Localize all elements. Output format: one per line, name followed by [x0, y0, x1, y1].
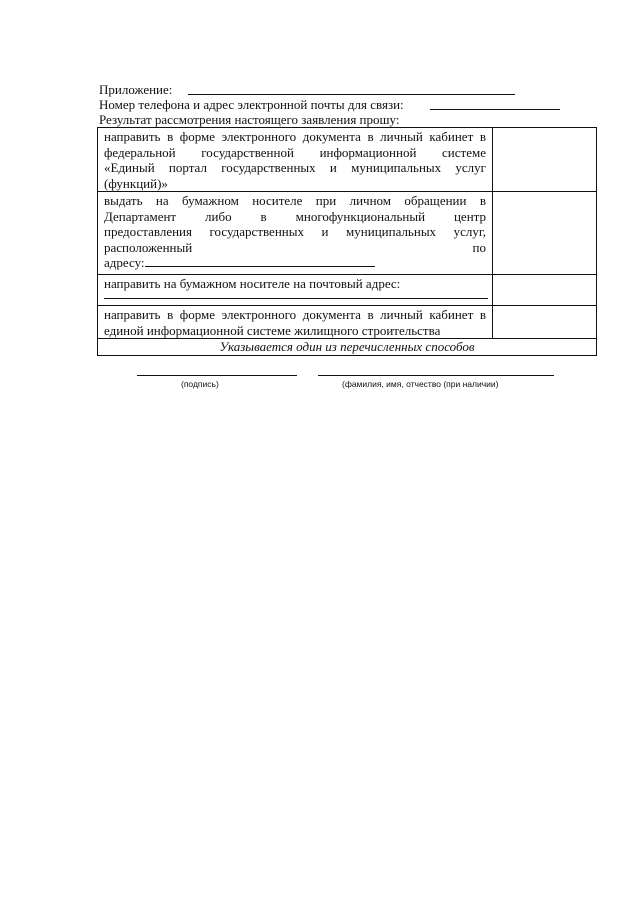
- option-checkbox-eisjs[interactable]: [493, 306, 597, 339]
- delivery-options-table: [97, 127, 597, 356]
- contact-row: [99, 97, 404, 112]
- option-text-epgu: направить в форме электронного документа в личный кабинет в федеральной государственной информационной системе «Единый портал государственных и муниципальных услуг (функций)»: [98, 128, 493, 192]
- signature-line[interactable]: [137, 375, 297, 376]
- result-label: Результат рассмотрения настоящего заявления прошу:: [99, 112, 400, 127]
- attachment-field[interactable]: [188, 94, 515, 95]
- option-checkbox-in-person[interactable]: [493, 192, 597, 275]
- option-row-eisjs: [98, 306, 597, 339]
- attachment-label: Приложение:: [99, 82, 173, 97]
- full-name-line[interactable]: [318, 375, 554, 376]
- option-row-epgu: [98, 128, 597, 192]
- option-row-in-person: [98, 192, 597, 275]
- footer-note-row: [98, 339, 597, 356]
- result-row: [99, 112, 399, 127]
- option-row-mail: [98, 275, 597, 306]
- option-text-in-person: выдать на бумажном носителе при личном обращении в Департамент либо в многофункциональный центр предоставления государственных и муниципальных услуг, расположенный по адресу:: [98, 192, 493, 275]
- option-text-mail: направить на бумажном носителе на почтовый адрес:: [98, 275, 493, 306]
- signature-caption: (подпись): [181, 379, 219, 389]
- in-person-address-field[interactable]: [145, 256, 375, 267]
- attachment-row: [99, 82, 172, 97]
- option-text-eisjs: направить в форме электронного документа в личный кабинет в единой информационной системе жилищного строительства: [98, 306, 493, 339]
- full-name-caption: (фамилия, имя, отчество (при наличии): [342, 379, 499, 389]
- postal-address-field[interactable]: [104, 292, 488, 299]
- footer-note: Указывается один из перечисленных способов: [98, 339, 597, 356]
- contact-label: Номер телефона и адрес электронной почты для связи:: [99, 97, 404, 112]
- option-checkbox-epgu[interactable]: [493, 128, 597, 192]
- option-checkbox-mail[interactable]: [493, 275, 597, 306]
- contact-field[interactable]: [430, 109, 560, 110]
